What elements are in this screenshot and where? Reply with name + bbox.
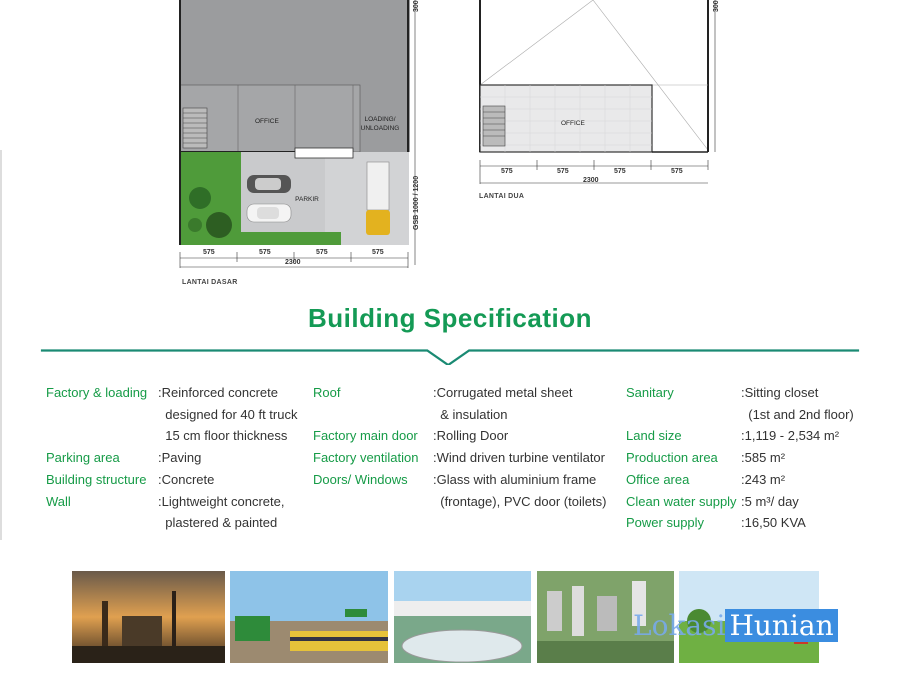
spec-row	[46, 404, 297, 426]
spec-value: designed for 40 ft truck	[165, 406, 298, 422]
spec-key	[46, 425, 158, 447]
spec-colon: :	[741, 385, 745, 400]
spec-row	[46, 447, 297, 469]
spec-row	[46, 382, 297, 404]
spec-value: (1st and 2nd floor)	[748, 406, 854, 422]
spec-value: & insulation	[440, 406, 508, 422]
spec-key: Parking area	[46, 450, 120, 466]
spec-row	[313, 425, 606, 447]
spec-value: Rolling Door	[436, 428, 509, 444]
photo-power-plant	[72, 571, 225, 663]
upper-office-label: OFFICE	[561, 120, 585, 127]
upper-floor-plan	[475, 0, 725, 210]
spec-key: Land size	[626, 428, 682, 444]
upper-dim-4: 575	[671, 168, 683, 175]
spec-row	[313, 404, 606, 426]
upper-floor-caption: LANTAI DUA	[479, 193, 525, 200]
spec-key: Building structure	[46, 471, 147, 487]
spec-value: 585 m²	[744, 450, 786, 466]
spec-row	[313, 469, 606, 491]
spec-value: Corrugated metal sheet	[436, 385, 573, 400]
watermark-logo	[633, 609, 838, 642]
spec-column-3	[626, 382, 854, 534]
spec-key: Doors/ Windows	[313, 471, 408, 487]
upper-vertical-dim: 300	[713, 0, 720, 12]
spec-key: Sanitary	[626, 385, 674, 400]
spec-value: Wind driven turbine ventilator	[436, 450, 605, 466]
spec-value: (frontage), PVC door (toilets)	[440, 493, 607, 509]
spec-colon: :	[433, 428, 437, 444]
spec-row	[626, 404, 854, 426]
ground-floor-caption: LANTAI DASAR	[182, 279, 238, 286]
spec-row	[46, 491, 297, 513]
spec-value: 16,50 KVA	[744, 515, 806, 531]
upper-dim-2: 575	[557, 168, 569, 175]
spec-value: 1,119 - 2,534 m²	[744, 428, 840, 444]
spec-row	[626, 491, 854, 513]
spec-row	[626, 425, 854, 447]
spec-key	[46, 512, 158, 534]
spec-key	[626, 404, 741, 426]
upper-dim-3: 575	[614, 168, 626, 175]
spec-colon	[158, 425, 165, 447]
spec-colon: :	[158, 385, 162, 400]
spec-value: 15 cm floor thickness	[165, 428, 288, 444]
ground-floor-drawing	[175, 0, 425, 270]
spec-value: Paving	[161, 450, 202, 466]
upper-floor-drawing	[475, 0, 725, 190]
spec-row	[46, 512, 297, 534]
spec-key	[313, 404, 433, 426]
parking-label: PARKIR	[295, 196, 319, 203]
spec-key: Factory ventilation	[313, 450, 419, 466]
spec-colon: :	[433, 385, 437, 400]
spec-row	[46, 425, 297, 447]
spec-colon	[433, 491, 440, 513]
spec-colon	[741, 404, 748, 426]
spec-row	[626, 469, 854, 491]
spec-colon: :	[741, 471, 745, 487]
loading-room-label: LOADING/ UNLOADING	[360, 116, 400, 132]
spec-row	[313, 491, 606, 513]
spec-value: Glass with aluminium frame	[436, 471, 597, 487]
spec-key: Wall	[46, 493, 71, 509]
spec-colon: :	[433, 471, 437, 487]
spec-column-1	[46, 382, 297, 534]
dim-total: 2300	[285, 259, 301, 266]
spec-value: plastered & painted	[165, 515, 278, 531]
spec-key	[46, 404, 158, 426]
spec-key: Clean water supply	[626, 493, 737, 509]
spec-key: Office area	[626, 471, 690, 487]
spec-colon: :	[741, 450, 745, 466]
spec-colon: :	[158, 493, 162, 509]
upper-dim-total: 2300	[583, 177, 599, 184]
spec-colon: :	[158, 450, 162, 466]
spec-colon: :	[741, 428, 745, 444]
spec-colon: :	[433, 450, 437, 466]
spec-column-2	[313, 382, 606, 512]
section-title: Building Specification	[307, 303, 592, 333]
spec-key: Roof	[313, 385, 341, 400]
office-room-label: OFFICE	[255, 118, 279, 125]
vertical-dim-gsb: GSB 1000 / 1200	[413, 175, 420, 230]
spec-key: Production area	[626, 450, 718, 466]
spec-value: Sitting closet	[744, 385, 819, 400]
spec-key: Factory main door	[313, 428, 418, 444]
spec-colon	[158, 512, 165, 534]
dim-4: 575	[372, 249, 384, 256]
spec-colon: :	[158, 471, 162, 487]
spec-value: Lightweight concrete,	[161, 493, 285, 509]
spec-colon: :	[741, 515, 745, 531]
watermark-part2: Hunian	[725, 609, 837, 642]
spec-key: Factory & loading	[46, 385, 148, 400]
spec-row	[46, 469, 297, 491]
spec-value: 5 m³/ day	[744, 493, 799, 509]
spec-row	[313, 382, 606, 404]
photo-logistics-train	[230, 571, 388, 663]
spec-value: Reinforced concrete	[161, 385, 278, 400]
ground-floor-plan	[175, 0, 425, 290]
photo-water-treatment	[394, 571, 531, 663]
dim-3: 575	[316, 249, 328, 256]
dim-2: 575	[259, 249, 271, 256]
spec-value: 243 m²	[744, 471, 786, 487]
spec-key	[313, 491, 433, 513]
spec-colon	[158, 404, 165, 426]
vertical-dim-top: 300	[413, 0, 420, 12]
watermark-part1: Lokasi	[633, 609, 726, 642]
spec-value: Concrete	[161, 471, 215, 487]
section-divider	[0, 345, 900, 365]
spec-row	[626, 512, 854, 534]
spec-row	[626, 382, 854, 404]
spec-key: Power supply	[626, 515, 705, 531]
spec-colon: :	[741, 493, 745, 509]
spec-row	[313, 447, 606, 469]
upper-dim-1: 575	[501, 168, 513, 175]
spec-row	[626, 447, 854, 469]
spec-colon	[433, 404, 440, 426]
dim-1: 575	[203, 249, 215, 256]
